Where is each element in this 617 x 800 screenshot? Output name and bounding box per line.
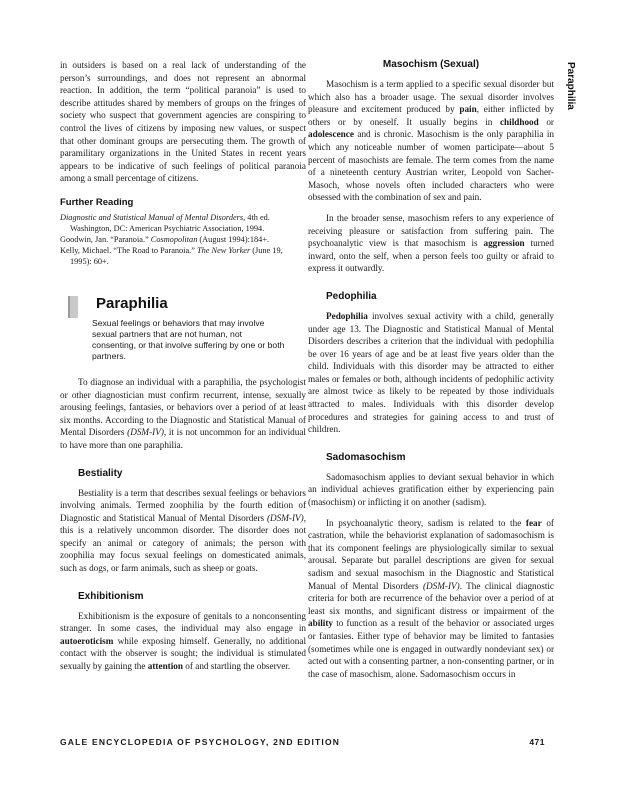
paraphilia-intro-paragraph: To diagnose an individual with a paraphilia, the psychologist or other diagnostician must confirm recurrent, intense, sexually arousing feelings, fantasies, or behaviors over a period of at least six months. According to the Diagnostic and Statistical Manual of Mental Disorders (DSM-IV), it is not uncommon for an individual to have more than one paraphilia.: [60, 376, 306, 450]
bestiality-paragraph: Bestiality is a term that describes sexual feelings or behaviors involving animals. Termed zoophilia by the fourth edition of Diagnostic and Statistical Manual of Mental Disorders (DSM-IV), this is a relatively uncommon disorder. The disorder does not specify an animal or category of animals; the person with zoophilia may focus sexual feelings on domesticated animals, such as dogs, or farm animals, such as sheep or goats.: [60, 487, 306, 574]
masochism-paragraph-1: Masochism is a term applied to a specific sexual disorder but which also has a broader usage. The sexual disorder involves pleasure and excitement produced by pain, either inflicted by others or by oneself. It usually begins in childhood or adolescence and is chronic. Masochism is the only paraphilia in which any noticeable number of women participate—about 5 percent of masochists are female. The term comes from the name of a nineteenth century Austrian writer, Leopold von Sacher-Masoch, whose novels often included characters who were obsessed with the combination of sex and pain.: [308, 79, 554, 203]
entry-definition: Sexual feelings or behaviors that may involve sexual partners that are not human, not consenting, or that involve suffering by one or both partners.: [92, 317, 285, 361]
left-column: [60, 59, 306, 673]
reference-1: Diagnostic and Statistical Manual of Mental Disorders, 4th ed. Washington, DC: American Psychiatric Association, 1994.: [60, 212, 270, 233]
right-column: [308, 59, 554, 680]
reference-2: Goodwin, Jan. “Paranoia.” Cosmopolitan (August 1994):184+.: [60, 234, 270, 244]
entry-marker-bar: [68, 296, 78, 318]
running-head-tab: Paraphilia: [565, 62, 576, 110]
pedophilia-paragraph: Pedophilia involves sexual activity with a child, generally under age 13. The Diagnostic and Statistical Manual of Mental Disorders describes a criterion that the individual with pedophilia be over 16 years of age and be at least five years older than the child. Individuals with this disorder may be attracted to either males or females or both, although incidents of pedophilic activity are almost twice as likely to be repeated by those individuals attracted to males. Individuals with this disorder develop procedures and strategies for gaining access to and trust of children.: [308, 310, 554, 435]
sadomasochism-paragraph-2: In psychoanalytic theory, sadism is related to the fear of castration, while the behaviorist explanation of sadomasochism is that its component feelings are physiologically similar to sexual arousal. Separate but parallel descriptions are given for sexual sadism and sexual masochism in the Diagnostic and Statistical Manual of Mental Disorders (DSM-IV). The clinical diagnostic criteria for both are recurrence of the behavior over a period of at least six months, and significant distress or impairment of the ability to function as a result of the behavior or associated urges or fantasies. Either type of behavior may be limited to fantasies (sometimes while one is engaged in outwardly nondeviant sex) or acted out with a consenting partner, a non-consenting partner, or in the case of masochism, alone. Sadomasochism occurs in: [308, 517, 555, 679]
bestiality-heading: Bestiality: [78, 467, 123, 479]
reference-3: Kelly, Michael. “The Road to Paranoia.” The New Yorker (June 19, 1995): 60+.: [60, 245, 283, 266]
sadomasochism-heading: Sadomasochism: [326, 451, 406, 463]
page-footer: [60, 737, 545, 747]
exhibitionism-heading: Exhibitionism: [78, 590, 144, 602]
entry-title: Paraphilia: [96, 294, 168, 312]
paraphilia-entry-header: [60, 295, 306, 362]
sadomasochism-paragraph-1: Sadomasochism applies to deviant sexual behavior in which an individual achieves gratification either by experiencing pain (masochism) or inflicting it on another (sadism).: [308, 471, 554, 508]
masochism-heading: Masochism (Sexual): [382, 59, 480, 70]
pedophilia-heading: Pedophilia: [326, 290, 377, 302]
masochism-paragraph-2: In the broader sense, masochism refers to any experience of receiving pleasure or satisfaction from suffering pain. The psychoanalytic view is that masochism is aggression turned inward, onto the self, when a person feels too guilty or afraid to express it outwardly.: [308, 212, 554, 274]
paranoia-continuation-paragraph: in outsiders is based on a real lack of understanding of the person’s surroundings, and does not represent an abnormal reaction. In addition, the term “political paranoia” is used to describe attitudes shared by members of groups on the fringes of society who suspect that government agencies are conspiring to control the lives of citizens by imposing new values, or suspect that other dominant groups are persecuting them. The growth of paramilitary organizations in the United States in recent years appears to be indicative of such feelings of political paranoia among a small percentage of citizens.: [60, 60, 306, 184]
further-reading-heading: Further Reading: [60, 196, 134, 208]
exhibitionism-paragraph: Exhibitionism is the exposure of genitals to a nonconsenting stranger. In some cases, the individual may also engage in autoeroticism while exposing himself. Generally, no additional contact with the observer is sought; the individual is stimulated sexually by gaining the attention of and startling the observer.: [60, 610, 306, 672]
footer-book-title: GALE ENCYCLOPEDIA OF PSYCHOLOGY, 2ND EDITION: [60, 737, 341, 747]
page-number: 471: [529, 737, 545, 747]
